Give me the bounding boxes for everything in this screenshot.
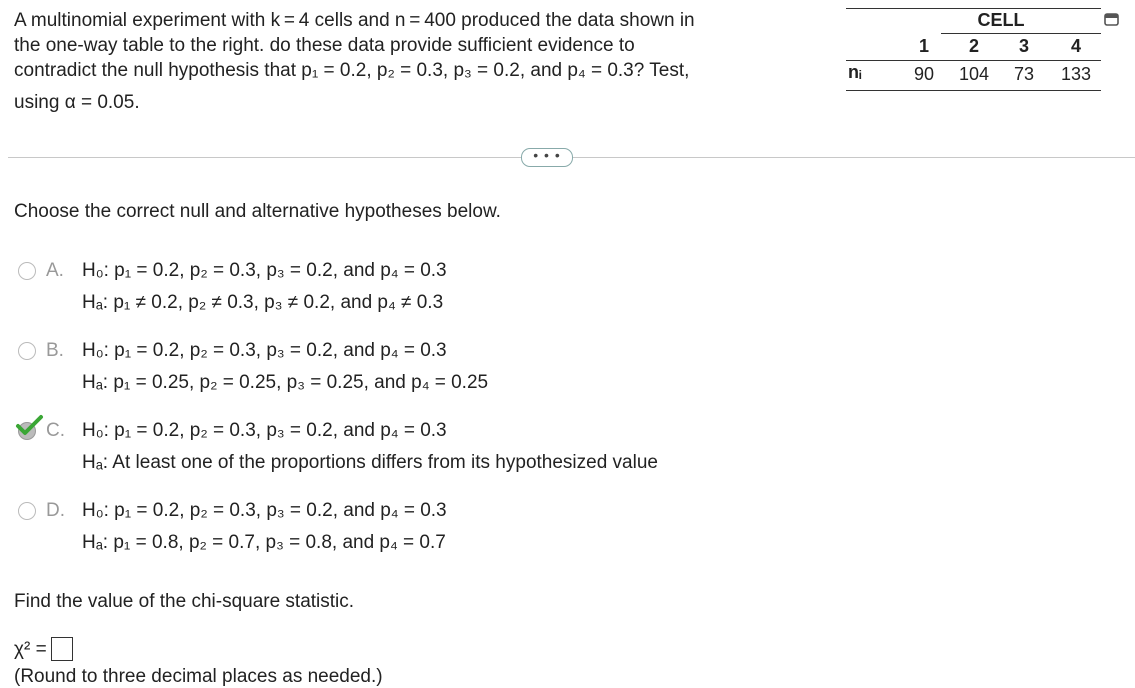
chi-square-label: χ² = [14, 639, 47, 660]
option-d[interactable] [18, 500, 718, 560]
table-cell-4: 133 [1060, 64, 1092, 84]
problem-line-3: contradict the null hypothesis that p₁ = 0.2, p₂ = 0.3, p₃ = 0.2, and p₄ = 0.3? Test, [14, 60, 690, 81]
more-button[interactable]: • • • [521, 148, 573, 167]
table-cell-1: 90 [913, 64, 935, 84]
option-letter: A. [46, 260, 64, 281]
option-letter: D. [46, 500, 65, 521]
question-prompt: Choose the correct null and alternative hypotheses below. [14, 201, 501, 222]
table-header-1: 1 [918, 36, 929, 56]
option-h0: H₀: p₁ = 0.2, p₂ = 0.3, p₃ = 0.2, and p₄ = 0.3 [82, 420, 447, 441]
option-h0: H₀: p₁ = 0.2, p₂ = 0.3, p₃ = 0.2, and p₄ = 0.3 [82, 500, 447, 521]
problem-line-2: the one-way table to the right. do these data provide sufficient evidence to [14, 35, 635, 56]
option-ha: Hₐ: p₁ = 0.25, p₂ = 0.25, p₃ = 0.25, and p₄ = 0.25 [82, 372, 489, 393]
option-ha: Hₐ: p₁ ≠ 0.2, p₂ ≠ 0.3, p₃ ≠ 0.2, and p₄ ≠ 0.3 [82, 292, 444, 313]
option-h0: H₀: p₁ = 0.2, p₂ = 0.3, p₃ = 0.2, and p₄ = 0.3 [82, 340, 447, 361]
check-icon [15, 414, 45, 438]
chi-square-row [14, 637, 73, 661]
option-ha: Hₐ: p₁ = 0.8, p₂ = 0.7, p₃ = 0.8, and p₄ = 0.7 [82, 532, 446, 553]
problem-line-1: A multinomial experiment with k = 4 cells and n = 400 produced the data shown in [14, 10, 695, 31]
table-header-3: 3 [1018, 36, 1029, 56]
option-ha: Hₐ: At least one of the proportions differs from its hypothesized value [82, 452, 658, 473]
table-header-2: 2 [968, 36, 979, 56]
option-a[interactable] [18, 260, 718, 320]
table-title: CELL [977, 10, 1025, 30]
option-letter: C. [46, 420, 65, 441]
problem-statement [14, 8, 734, 115]
table-header-4: 4 [1070, 36, 1081, 56]
table-row-label: nᵢ [848, 62, 862, 82]
chi-square-input[interactable] [51, 637, 73, 661]
table-title-rule [941, 33, 1101, 34]
expand-icon[interactable] [1103, 11, 1121, 29]
find-prompt: Find the value of the chi-square statistic. [14, 591, 355, 612]
problem-line-4: using α = 0.05. [14, 92, 140, 113]
option-h0: H₀: p₁ = 0.2, p₂ = 0.3, p₃ = 0.2, and p₄ = 0.3 [82, 260, 447, 281]
radio-b[interactable] [18, 342, 36, 360]
option-letter: B. [46, 340, 64, 361]
table-top-rule [846, 8, 1101, 9]
option-c[interactable] [18, 420, 718, 480]
table-cell-2: 104 [958, 64, 990, 84]
rounding-note: (Round to three decimal places as needed.) [14, 666, 383, 687]
radio-d[interactable] [18, 502, 36, 520]
table-header-rule [846, 60, 1101, 61]
table-bottom-rule [846, 90, 1101, 91]
option-b[interactable] [18, 340, 718, 400]
radio-a[interactable] [18, 262, 36, 280]
table-cell-3: 73 [1013, 64, 1035, 84]
data-table [846, 8, 1101, 93]
